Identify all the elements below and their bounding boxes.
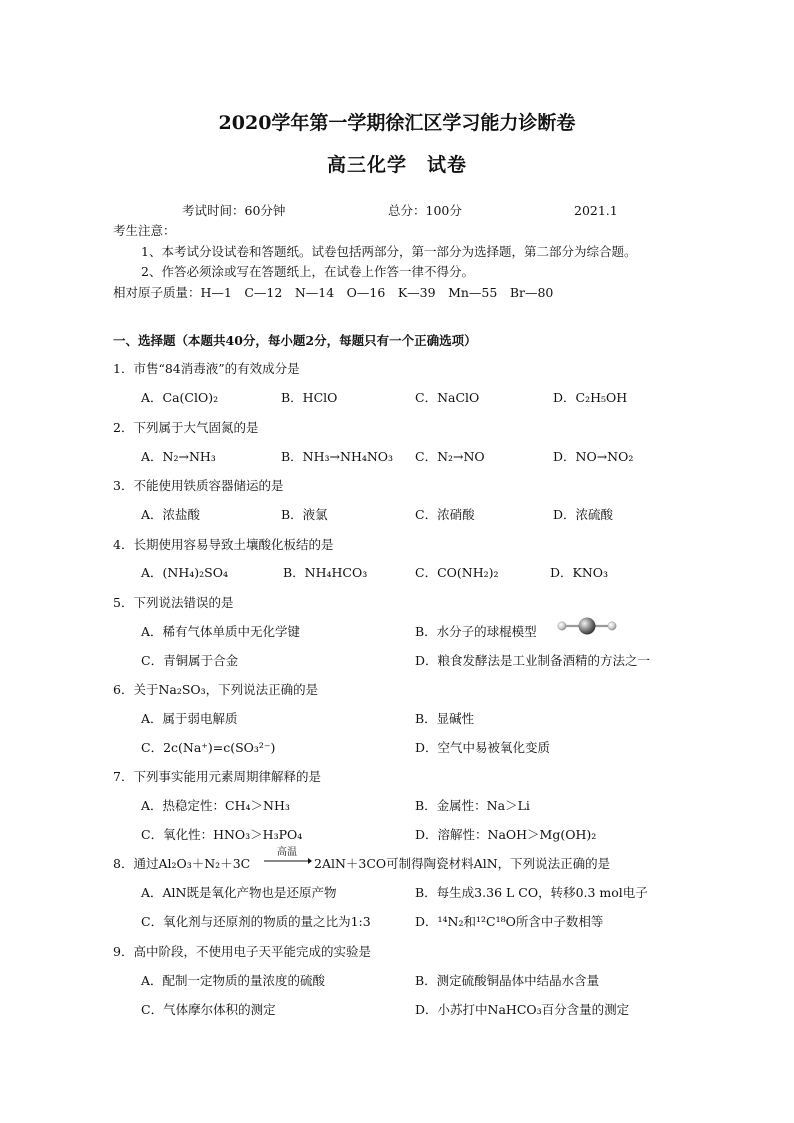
question-6-stem: 6．关于Na₂SO₃，下列说法正确的是 — [113, 682, 319, 697]
question-3-option-a: A．浓盐酸 — [141, 507, 201, 522]
question-9-option-a: A．配制一定物质的量浓度的硫酸 — [141, 973, 326, 988]
question-7-option-c: C．氧化性：HNO₃＞H₃PO₄ — [141, 827, 303, 842]
question-1-option-b: B．HClO — [281, 390, 338, 405]
question-5-option-b: B．水分子的球棍模型 — [415, 624, 537, 639]
question-8-stem-prefix: 8．通过Al₂O₃＋N₂＋3C — [113, 856, 251, 871]
question-2-option-c: C．N₂→NO — [415, 449, 485, 464]
question-1-option-c: C．NaClO — [415, 390, 480, 405]
question-7-stem: 7．下列事实能用元素周期律解释的是 — [113, 769, 321, 784]
notice-item-1: 1、本考试分设试卷和答题纸。试卷包括两部分，第一部分为选择题，第二部分为综合题。 — [141, 244, 637, 259]
question-6-option-c: C．2c(Na⁺)=c(SO₃²⁻) — [141, 740, 276, 755]
question-5-option-d: D．粮食发酵法是工业制备酒精的方法之一 — [415, 653, 651, 668]
reaction-arrow-icon — [262, 846, 312, 868]
question-8-option-b: B．每生成3.36 L CO，转移0.3 mol电子 — [415, 885, 648, 900]
question-6-option-b: B．显碱性 — [415, 711, 475, 726]
question-3-option-d: D．浓硫酸 — [553, 507, 614, 522]
reaction-condition: 高温 — [277, 847, 297, 858]
question-5-option-c: C．青铜属于合金 — [141, 653, 239, 668]
question-5-option-a: A．稀有气体单质中无化学键 — [141, 624, 301, 639]
total-score: 总分：100分 — [388, 203, 462, 218]
question-9-option-d: D．小苏打中NaHCO₃百分含量的测定 — [415, 1002, 630, 1017]
question-7-option-d: D．溶解性：NaOH＞Mg(OH)₂ — [415, 827, 597, 842]
question-2-option-a: A．N₂→NH₃ — [141, 449, 216, 464]
question-7-option-b: B．金属性：Na＞Li — [415, 798, 530, 813]
question-4-option-c: C．CO(NH₂)₂ — [415, 565, 499, 580]
question-1-option-a: A．Ca(ClO)₂ — [141, 390, 219, 405]
question-8-stem-suffix: 2AlN＋3CO可制得陶瓷材料AlN，下列说法正确的是 — [314, 856, 611, 871]
notice-item-2: 2、作答必须涂或写在答题纸上，在试卷上作答一律不得分。 — [141, 264, 474, 279]
question-1-option-d: D．C₂H₅OH — [553, 390, 628, 405]
question-2-option-d: D．NO→NO₂ — [553, 449, 634, 464]
question-6-option-a: A．属于弱电解质 — [141, 711, 238, 726]
section-heading: 一、选择题（本题共40分，每小题2分，每题只有一个正确选项） — [113, 333, 477, 348]
question-2-stem: 2．下列属于大气固氮的是 — [113, 420, 259, 435]
question-1-stem: 1．市售“84消毒液”的有效成分是 — [113, 361, 300, 376]
question-8-option-c: C．氧化剂与还原剂的物质的量之比为1:3 — [141, 914, 371, 929]
question-4-option-a: A．(NH₄)₂SO₄ — [141, 565, 228, 580]
question-3-option-b: B．液氯 — [281, 507, 328, 522]
question-9-option-b: B．测定硫酸铜晶体中结晶水含量 — [415, 973, 600, 988]
question-4-stem: 4．长期使用容易导致土壤酸化板结的是 — [113, 537, 334, 552]
question-9-option-c: C．气体摩尔体积的测定 — [141, 1002, 276, 1017]
question-8-option-a: A．AlN既是氧化产物也是还原产物 — [141, 885, 337, 900]
question-3-option-c: C．浓硝酸 — [415, 507, 475, 522]
question-3-stem: 3．不能使用铁质容器储运的是 — [113, 478, 284, 493]
exam-date: 2021.1 — [574, 203, 618, 218]
question-5-stem: 5．下列说法错误的是 — [113, 595, 234, 610]
exam-time: 考试时间：60分钟 — [182, 203, 286, 218]
question-2-option-b: B．NH₃→NH₄NO₃ — [281, 449, 394, 464]
exam-subtitle: 高三化学 试卷 — [326, 154, 467, 176]
notice-heading: 考生注意： — [113, 223, 176, 238]
question-4-option-b: B．NH₄HCO₃ — [283, 565, 368, 580]
question-9-stem: 9．高中阶段，不使用电子天平能完成的实验是 — [113, 944, 371, 959]
question-8-option-d: D．¹⁴N₂和¹²C¹⁸O所含中子数相等 — [415, 914, 604, 929]
atomic-masses: 相对原子质量：H—1 C—12 N—14 O—16 K—39 Mn—55 Br—80 — [113, 285, 554, 300]
ball-stick-model-image — [557, 616, 617, 636]
exam-title: 2020学年第一学期徐汇区学习能力诊断卷 — [218, 112, 576, 134]
question-7-option-a: A．热稳定性：CH₄＞NH₃ — [141, 798, 290, 813]
question-4-option-d: D．KNO₃ — [550, 565, 609, 580]
question-6-option-d: D．空气中易被氧化变质 — [415, 740, 551, 755]
